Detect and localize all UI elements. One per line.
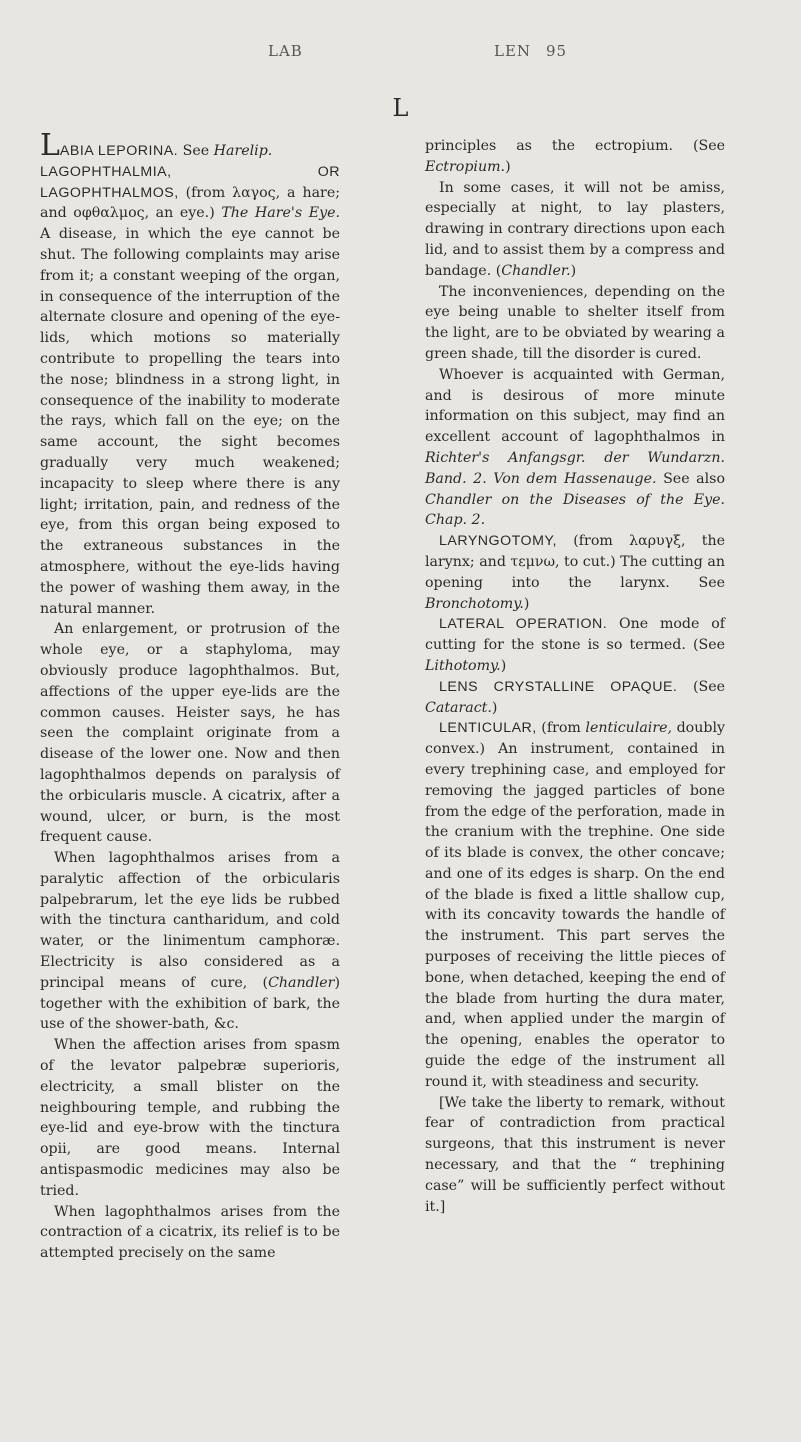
entry-lagophthalmia (40, 162, 340, 620)
page-number: 95 (546, 42, 568, 60)
left-column (40, 128, 340, 1264)
running-head-left: LAB (268, 42, 303, 60)
editorial-note: [We take the liberty to remark, without fear of contradiction from practical surgeons, that this instrument is never necessary, and that the “ trephining case” will be sufficiently perfect without it.] (425, 1094, 725, 1215)
paragraph: An enlargement, or protrusion of the whole eye, or a staphyloma, may obviously produce lagophthalmos. But, affections of the upper eye-lids are the common causes. Heister says, he has seen the complaint originate from a disease of the lower one. Now and then lagophthalmos depends on paralysis of the orbicularis muscle. A cicatrix, after a wound, ulcer, or burn, is the most frequent cause. (40, 621, 340, 846)
paragraph (40, 848, 340, 1035)
entry-text: doubly convex.) An instrument, contained in every trephining case, and employed for removing the jagged particles of bone from the edge of the perforation, made in the cranium with the trephine. One side of its blade is convex, the other concave; and one of its edges is sharp. On the end of the blade is fixed a little shallow cup, with its concavity towards the handle of the instrument. This part serves the purposes of receiving the little pieces of bone, when detached, keeping the end of the blade from hurting the dura mater, and, when applied under the margin of the opening, enables the operator to guide the edge of the instrument all round it, with steadiness and security. (425, 720, 725, 1090)
drop-cap: L (40, 128, 60, 163)
italic-text: Chandler. (501, 262, 571, 279)
italic-text: lenticulaire, (585, 720, 673, 737)
paragraph-text: ) (570, 262, 577, 279)
entry-text: (from λαρυγξ, the larynx; and τεμνω, to cut.) The cutting an opening into the larynx. See (425, 533, 725, 591)
cross-reference: Harelip. (213, 143, 273, 159)
cross-reference: Lithotomy. (425, 657, 501, 674)
entry-text: See (178, 143, 214, 159)
paragraph-text: See also (656, 470, 725, 487)
paragraph: When the affection arises from spasm of the levator palpebræ superioris, electricity, a small blister on the neighbouring temple, and rubbing the eye-lid and eye-brow with the tinctura opii, are good means. Internal antispasmodic medicines may also be tried. (40, 1037, 340, 1199)
paragraph (425, 178, 725, 282)
entry-headword: LARYNGOTOMY, (439, 533, 557, 550)
paragraph-text: ) (505, 158, 511, 175)
entry-text: ) (523, 595, 530, 612)
paragraph (425, 365, 725, 531)
section-letter: L (392, 94, 409, 122)
paragraph-text: In some cases, it will not be amiss, especially at night, to lay plasters, drawing in contrary directions upon each lid, and to assist them by a compress and bandage. ( (425, 179, 725, 279)
running-head-center: LEN (494, 42, 532, 60)
italic-text: Richter's Anfangsgr. der Wundarzn. Band. 2. Von dem Hassenauge. (425, 449, 725, 487)
paragraph: The inconveniences, depending on the eye being unable to shelter itself from the light, are to be obviated by wearing a green shade, till the disorder is cured. (425, 283, 725, 362)
cross-reference: Ectropium. (425, 158, 506, 175)
paragraph: When lagophthalmos arises from the contraction of a cicatrix, its relief is to be attempted precisely on the same (40, 1203, 340, 1262)
cross-reference: Cataract. (425, 699, 492, 716)
entry-text: ) (500, 657, 507, 674)
entry-text: (from (536, 720, 586, 737)
entry-laryngotomy (425, 531, 725, 614)
entry-text: (from λαγος, a hare; and οφθαλμος, an eye.) (40, 184, 340, 222)
paragraph-text: When lagophthalmos arises from a paralytic affection of the orbicularis palpebrarum, let the eye lids be rubbed with the tinctura cantharidum, and cold water, or the linimentum camphoræ. Electricity is also considered as a principal means of cure, ( (40, 850, 340, 991)
entry-text: ) (491, 699, 498, 716)
italic-text: Chandler (268, 974, 335, 991)
entry-headword: ABIA LEPORINA. (59, 143, 179, 159)
entry-lenticular (425, 718, 725, 1092)
entry-headword: LENS CRYSTALLINE OPAQUE. (439, 678, 678, 695)
italic-text: The Hare's Eye. (221, 205, 340, 222)
entry-text: One mode of cutting for the stone is so termed. (See (425, 616, 726, 654)
paragraph-text: Whoever is acquainted with German, and is desirous of more minute information on this subject, may find an excellent account of lagophthalmos in (425, 366, 725, 446)
entry-headword: LAGOPHTHALMIA, OR LAGOPHTHALMOS, (40, 163, 340, 201)
entry-lateral-operation (425, 614, 725, 676)
cross-reference: Bronchotomy. (425, 595, 524, 612)
right-column (425, 136, 725, 1217)
paragraph-text: principles as the ectropium. (See (425, 138, 725, 154)
paragraph-text: ) together with the exhibition of bark, the use of the shower-bath, &c. (40, 974, 340, 1033)
entry-lens-crystalline-opaque (425, 677, 725, 719)
entry-headword: LATERAL OPERATION. (439, 616, 608, 633)
paragraph (425, 136, 725, 178)
italic-text: Chandler on the Diseases of the Eye. Chap. 2. (425, 491, 725, 529)
entry-labia-leporina (40, 128, 340, 163)
entry-text: A disease, in which the eye cannot be shut. The following complaints may arise from it; a constant weeping of the organ, in consequence of the interruption of the alternate closure and opening of the eye-lids, which motions so materially contribute to propelling the tears into the nose; blindness in a strong light, in consequence of the inability to moderate the rays, which fall on the eye; on the same account, the sight becomes gradually very much weakened; incapacity to sleep where there is any light; irritation, pain, and redness of the eye, from this organ being exposed to the extraneous substances in the atmosphere, without the eye-lids having the power of washing them away, in the natural manner. (40, 226, 340, 617)
entry-text: (See (677, 678, 725, 695)
entry-headword: LENTICULAR, (439, 720, 537, 737)
